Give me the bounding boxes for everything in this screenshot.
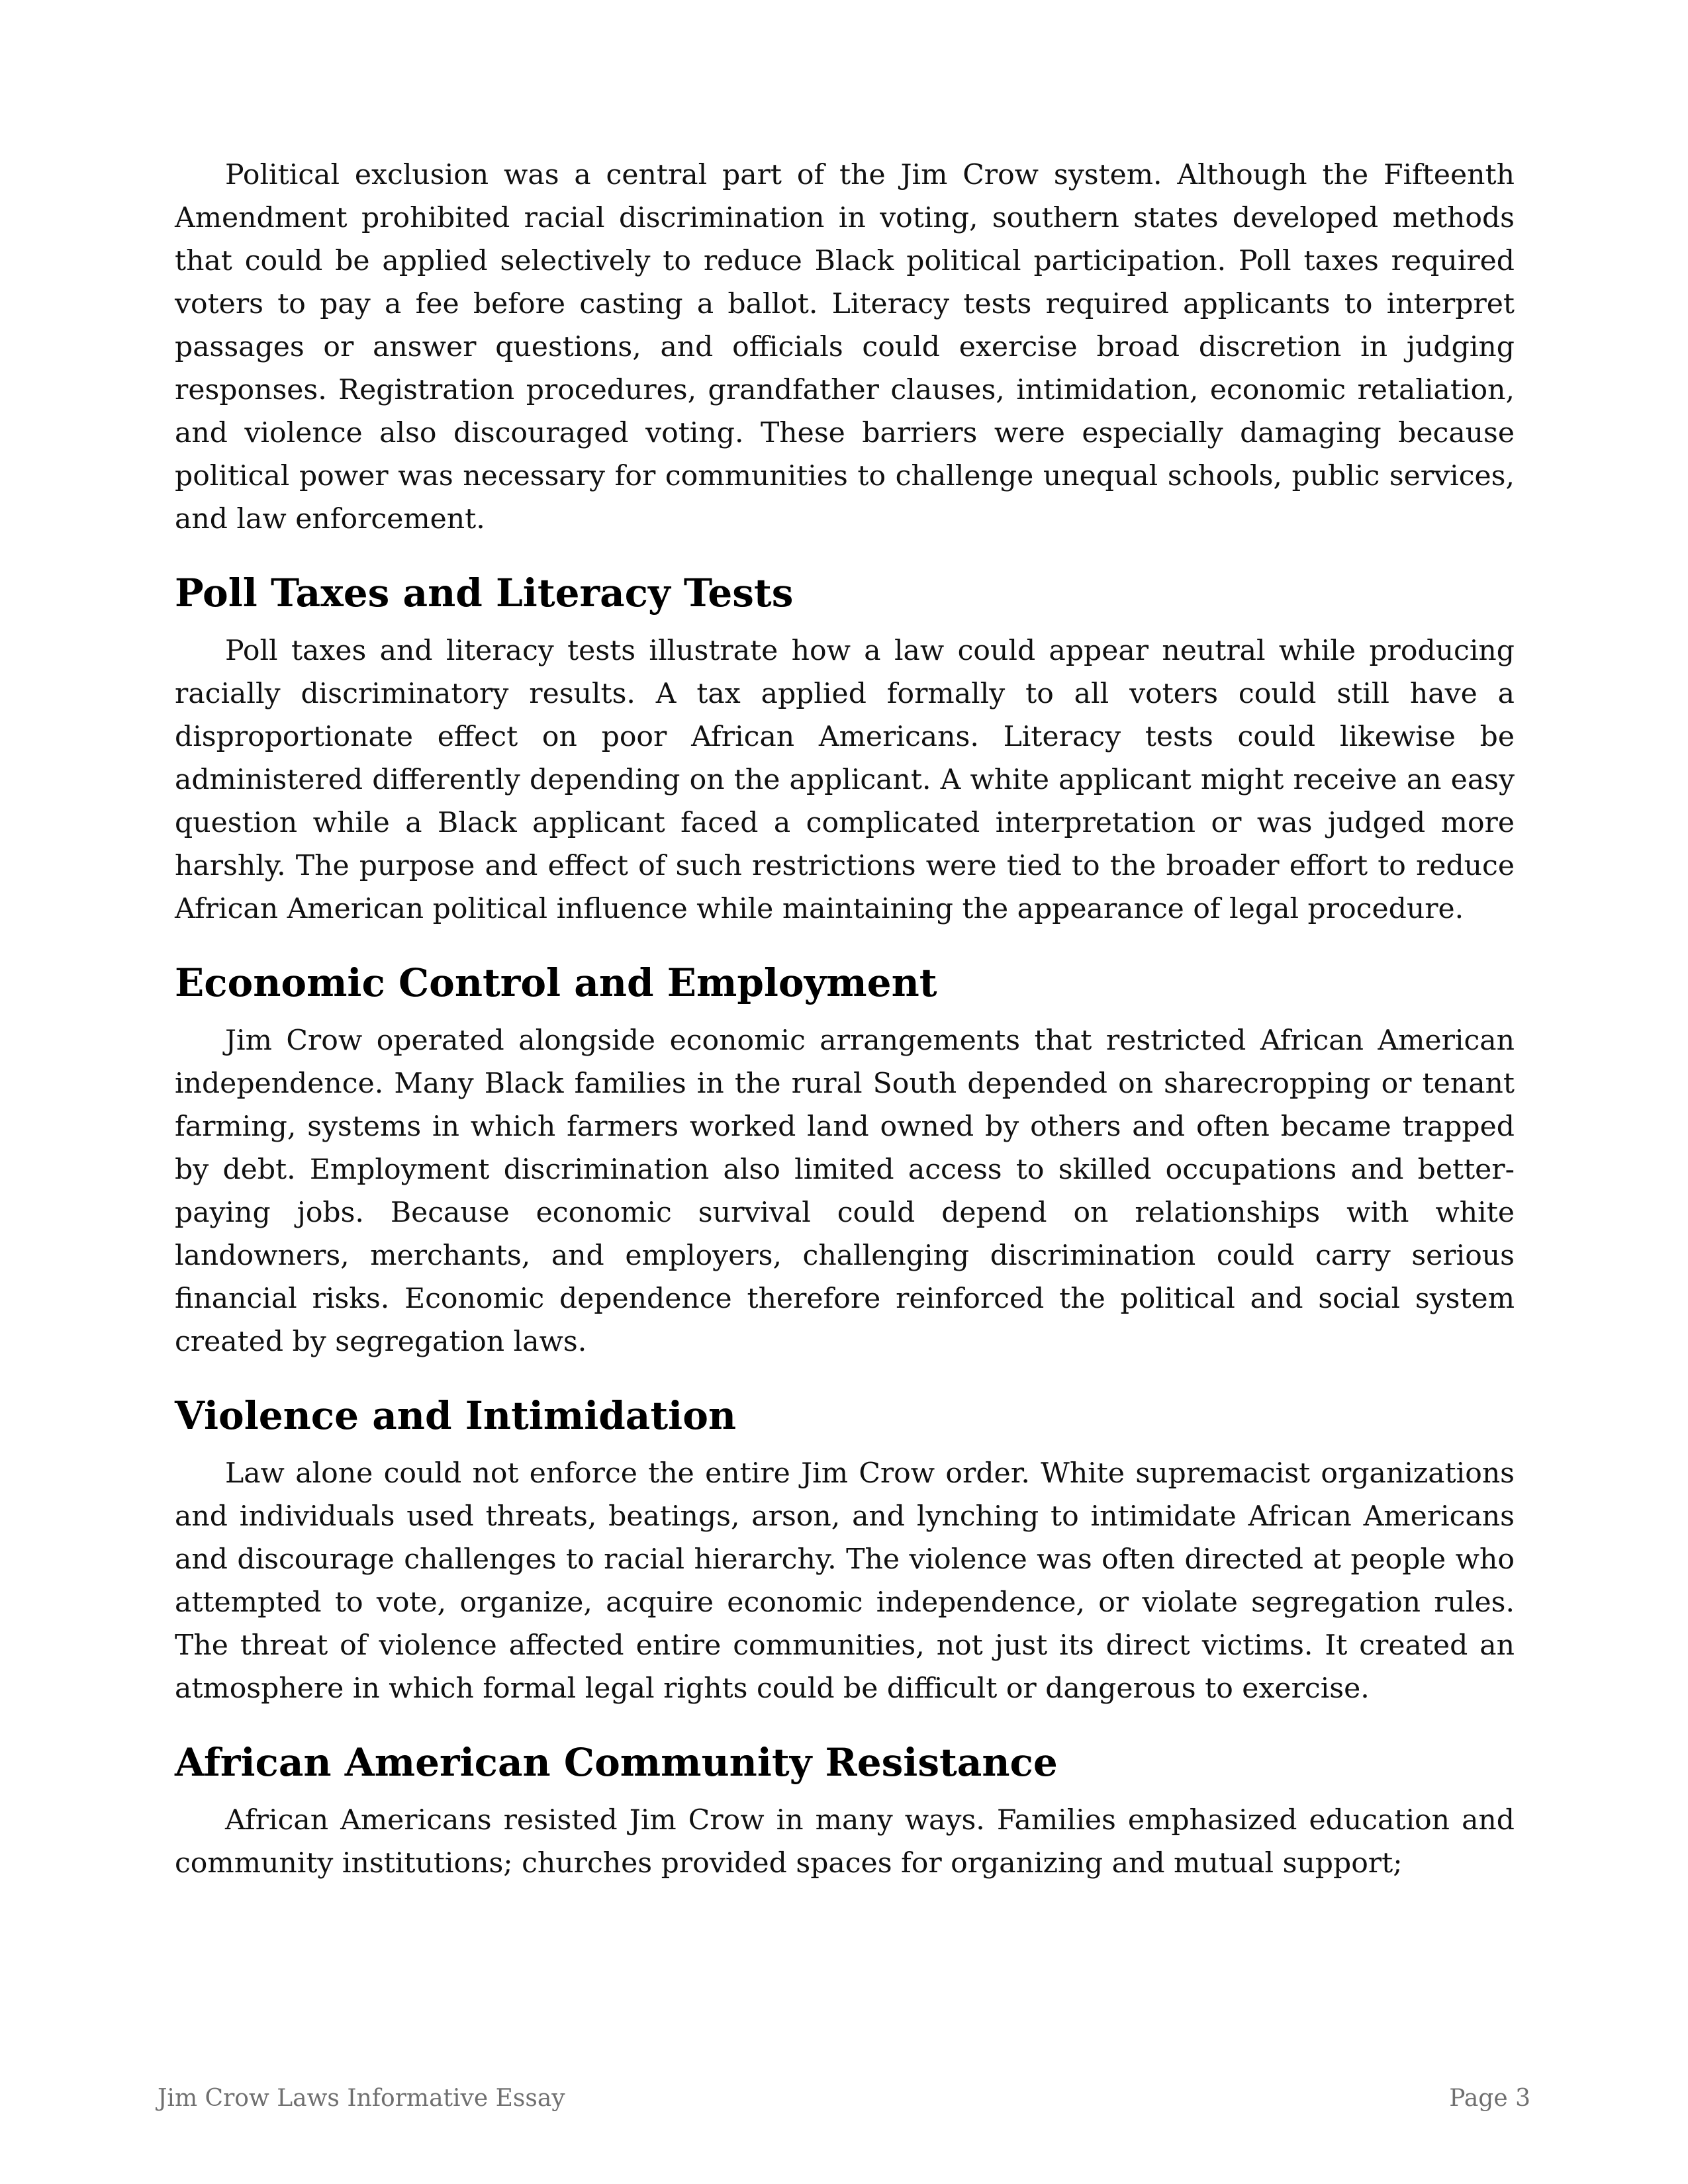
heading-community-resistance: African American Community Resistance (175, 1740, 1058, 1785)
paragraph-political-exclusion: Political exclusion was a central part of the Jim Crow system. Although the Fifteenth Amendment prohibited racial discrimination in voting, southern states developed methods that could be applied selectively to reduce Black political participation. Poll taxes required voters to pay a fee before casting a ballot. Literacy tests required applicants to interpret passages or answer questions, and officials could exercise broad discretion in judging responses. Registration procedures, grandfather clauses, intimidation, economic retaliation, and violence also discouraged voting. These barriers were especially damaging because political power was necessary for communities to challenge unequal schools, public services, and law enforcement. (175, 159, 1515, 535)
paragraph-poll-taxes: Poll taxes and literacy tests illustrate how a law could appear neutral while producing racially discriminatory results. A tax applied formally to all voters could still have a disproportionate effect on poor African Americans. Literacy tests could likewise be administered differently depending on the applicant. A white applicant might receive an easy question while a Black applicant faced a complicated interpretation or was judged more harshly. The purpose and effect of such restrictions were tied to the broader effort to reduce African American political influence while maintaining the appearance of legal procedure. (175, 635, 1515, 925)
paragraph-violence: Law alone could not enforce the entire Jim Crow order. White supremacist organizations and individuals used threats, beatings, arson, and lynching to intimidate African Americans and discourage challenges to racial hierarchy. The violence was often directed at people who attempted to vote, organize, acquire economic independence, or violate segregation rules. The threat of violence affected entire communities, not just its direct victims. It created an atmosphere in which formal legal rights could be difficult or dangerous to exercise. (175, 1457, 1515, 1705)
heading-economic-control: Economic Control and Employment (175, 960, 937, 1005)
document-body (175, 154, 1515, 1885)
heading-violence: Violence and Intimidation (175, 1393, 737, 1438)
footer-document-title: Jim Crow Laws Informative Essay (158, 2085, 565, 2112)
paragraph-community-resistance: African Americans resisted Jim Crow in many ways. Families emphasized education and community institutions; churches provided spaces for organizing and mutual support; (175, 1804, 1515, 1880)
heading-poll-taxes: Poll Taxes and Literacy Tests (175, 570, 794, 615)
paragraph-economic-control: Jim Crow operated alongside economic arrangements that restricted African American independence. Many Black families in the rural South depended on sharecropping or tenant farming, systems in which farmers worked land owned by others and often became trapped by debt. Employment discrimination also limited access to skilled occupations and better-paying jobs. Because economic survival could depend on relationships with white landowners, merchants, and employers, challenging discrimination could carry serious financial risks. Economic dependence therefore reinforced the political and social system created by segregation laws. (175, 1024, 1515, 1358)
footer-page-number: Page 3 (1449, 2085, 1530, 2112)
